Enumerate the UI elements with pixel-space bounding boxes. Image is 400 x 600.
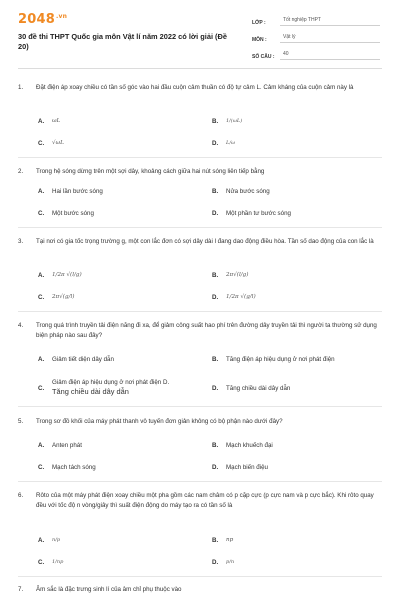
option-letter: C. — [38, 385, 45, 392]
option-letter: C. — [38, 464, 45, 471]
option-text: np — [226, 537, 234, 543]
option-d[interactable] — [212, 463, 268, 472]
option-letter: A. — [38, 356, 45, 363]
question-divider — [18, 311, 382, 312]
option-a[interactable] — [38, 271, 82, 280]
option-letter: B. — [212, 442, 219, 449]
option-b[interactable] — [212, 441, 273, 450]
meta-row-subject — [252, 31, 380, 43]
option-letter: B. — [212, 272, 219, 279]
option-text: n/p — [52, 537, 61, 543]
option-a[interactable] — [38, 441, 82, 450]
option-d[interactable] — [212, 209, 291, 218]
option-d[interactable] — [212, 139, 235, 148]
option-b[interactable] — [212, 187, 270, 196]
option-d[interactable] — [212, 293, 256, 302]
option-c[interactable] — [38, 209, 94, 218]
question-divider — [18, 406, 382, 407]
question-stem — [18, 417, 380, 427]
option-c[interactable] — [38, 139, 64, 148]
option-text: p/n — [226, 559, 235, 565]
question-stem — [18, 321, 380, 340]
question-4 — [18, 321, 380, 340]
option-text-line: Giảm điện áp hiệu dụng ở nơi phát điện D. — [52, 379, 170, 386]
question-number: 5. — [18, 418, 24, 425]
meta-key: SỐ CÂU : — [252, 54, 275, 60]
document-title: 30 đề thi THPT Quốc gia môn Vật lí năm 2022 có lời giải (Đề 20) — [18, 32, 227, 51]
option-text: Anten phát — [52, 442, 82, 449]
question-text: Trong quá trình truyền tải điện năng đi xa, để giảm công suất hao phí trên đường dây truyền tải thì người ta thường sử dụng biện pháp nào sau đây? — [36, 322, 377, 339]
option-text: 1/np — [52, 559, 64, 565]
question-1 — [18, 83, 380, 93]
option-text: Một bước sóng — [52, 210, 94, 217]
option-c[interactable] — [38, 558, 63, 567]
question-stem — [18, 83, 380, 93]
option-b[interactable] — [212, 536, 233, 545]
question-3 — [18, 237, 380, 247]
option-letter: B. — [212, 188, 219, 195]
option-text: √ωL — [52, 140, 64, 146]
option-letter: D. — [212, 464, 219, 471]
question-number: 3. — [18, 238, 24, 245]
option-b[interactable] — [212, 355, 335, 364]
question-number: 6. — [18, 492, 24, 499]
meta-row-class — [252, 14, 380, 26]
option-letter: C. — [38, 294, 45, 301]
option-letter: D. — [212, 210, 219, 217]
question-text: Tại nơi có gia tốc trọng trường g, một con lắc đơn có sợi dây dài l đang dao động điều hòa. Tần số dao động của con lắc là — [36, 238, 374, 245]
option-a[interactable] — [38, 355, 114, 364]
option-letter: A. — [38, 272, 45, 279]
option-letter: A. — [38, 118, 45, 125]
option-text: Hai lần bước sóng — [52, 188, 103, 195]
header-divider — [18, 68, 382, 69]
option-text: ωL — [52, 118, 61, 124]
option-letter: A. — [38, 188, 45, 195]
exam-meta — [252, 14, 380, 65]
option-b[interactable] — [212, 271, 248, 280]
meta-key: MÔN : — [252, 37, 267, 43]
option-text: Tăng chiều dài dây dẫn — [226, 385, 291, 392]
option-text-line-large: Tăng chiều dài dây dẫn — [52, 387, 129, 396]
option-text: 1/(ωL) — [226, 118, 243, 124]
option-letter: C. — [38, 210, 45, 217]
question-number: 2. — [18, 168, 24, 175]
option-text: Mạch biến điệu — [226, 464, 268, 471]
option-text: L/ω — [226, 140, 236, 146]
option-text: Nửa bước sóng — [226, 188, 270, 195]
option-letter: B. — [212, 118, 219, 125]
question-number: 1. — [18, 84, 24, 91]
question-text: Rôto của một máy phát điện xoay chiều một pha gồm các nam châm có p cặp cực (p cực nam và p cực bắc). Khi rôto quay đều với tốc độ n vòng/giây thì suất điện động do máy tạo ra có tần số là — [36, 492, 374, 509]
question-text: Âm sắc là đặc trưng sinh lí của âm chỉ phụ thuộc vào — [36, 586, 182, 593]
option-text: Giảm tiết diện dây dẫn — [52, 356, 114, 363]
question-6 — [18, 491, 380, 510]
question-number: 4. — [18, 322, 24, 329]
option-text: Tăng điện áp hiệu dụng ở nơi phát điện — [226, 356, 335, 363]
question-divider — [18, 576, 382, 577]
option-d[interactable] — [212, 558, 234, 567]
question-stem — [18, 491, 380, 510]
question-stem — [18, 167, 380, 177]
option-letter: A. — [38, 537, 45, 544]
option-text: Một phần tư bước sóng — [226, 210, 291, 217]
option-text: 1/2π √(l/g) — [52, 272, 82, 278]
option-text: 1/2π √(g/l) — [226, 294, 256, 300]
question-divider — [18, 157, 382, 158]
question-stem — [18, 585, 380, 595]
meta-value: 40 — [280, 50, 380, 60]
logo-main: 2048 — [18, 12, 55, 27]
option-letter: D. — [212, 140, 219, 147]
meta-row-count — [252, 48, 380, 60]
option-a[interactable] — [38, 117, 60, 126]
option-b[interactable] — [212, 117, 242, 126]
meta-value: Tốt nghiệp THPT — [280, 16, 380, 26]
question-number: 7. — [18, 586, 24, 593]
option-text: Mạch khuếch đại — [226, 442, 273, 449]
option-text — [52, 378, 169, 397]
option-text: Mạch tách sóng — [52, 464, 96, 471]
option-letter: A. — [38, 442, 45, 449]
option-letter: D. — [212, 559, 219, 566]
option-a[interactable] — [38, 536, 60, 545]
question-2 — [18, 167, 380, 177]
option-a[interactable] — [38, 187, 103, 196]
meta-value: Vật lý — [280, 33, 380, 43]
question-divider — [18, 481, 382, 482]
option-letter: C. — [38, 140, 45, 147]
option-c[interactable] — [38, 293, 74, 302]
question-7 — [18, 585, 380, 595]
option-letter: D. — [212, 385, 219, 392]
question-text: Đặt điện áp xoay chiều có tần số góc vào hai đầu cuộn cảm thuần có độ tự cảm L. Cảm kháng của cuộn cảm này là — [36, 84, 354, 91]
option-letter: B. — [212, 356, 219, 363]
logo-suffix: .vn — [55, 12, 68, 20]
option-text: 2π√(g/l) — [52, 294, 75, 300]
option-letter: D. — [212, 294, 219, 301]
option-d[interactable] — [212, 384, 290, 393]
question-text: Trong sơ đồ khối của máy phát thanh vô tuyến đơn giản không có bộ phận nào dưới đây? — [36, 418, 283, 425]
option-letter: C. — [38, 559, 45, 566]
question-divider — [18, 227, 382, 228]
site-logo[interactable] — [18, 12, 67, 27]
option-c[interactable] — [38, 463, 96, 472]
meta-key: LỚP : — [252, 20, 266, 26]
option-text: 2π√(l/g) — [226, 272, 249, 278]
question-stem — [18, 237, 380, 247]
option-c[interactable] — [38, 378, 208, 397]
option-letter: B. — [212, 537, 219, 544]
question-5 — [18, 417, 380, 427]
question-text: Trong hệ sóng dừng trên một sợi dây, khoảng cách giữa hai nút sóng liên tiếp bằng — [36, 168, 265, 175]
